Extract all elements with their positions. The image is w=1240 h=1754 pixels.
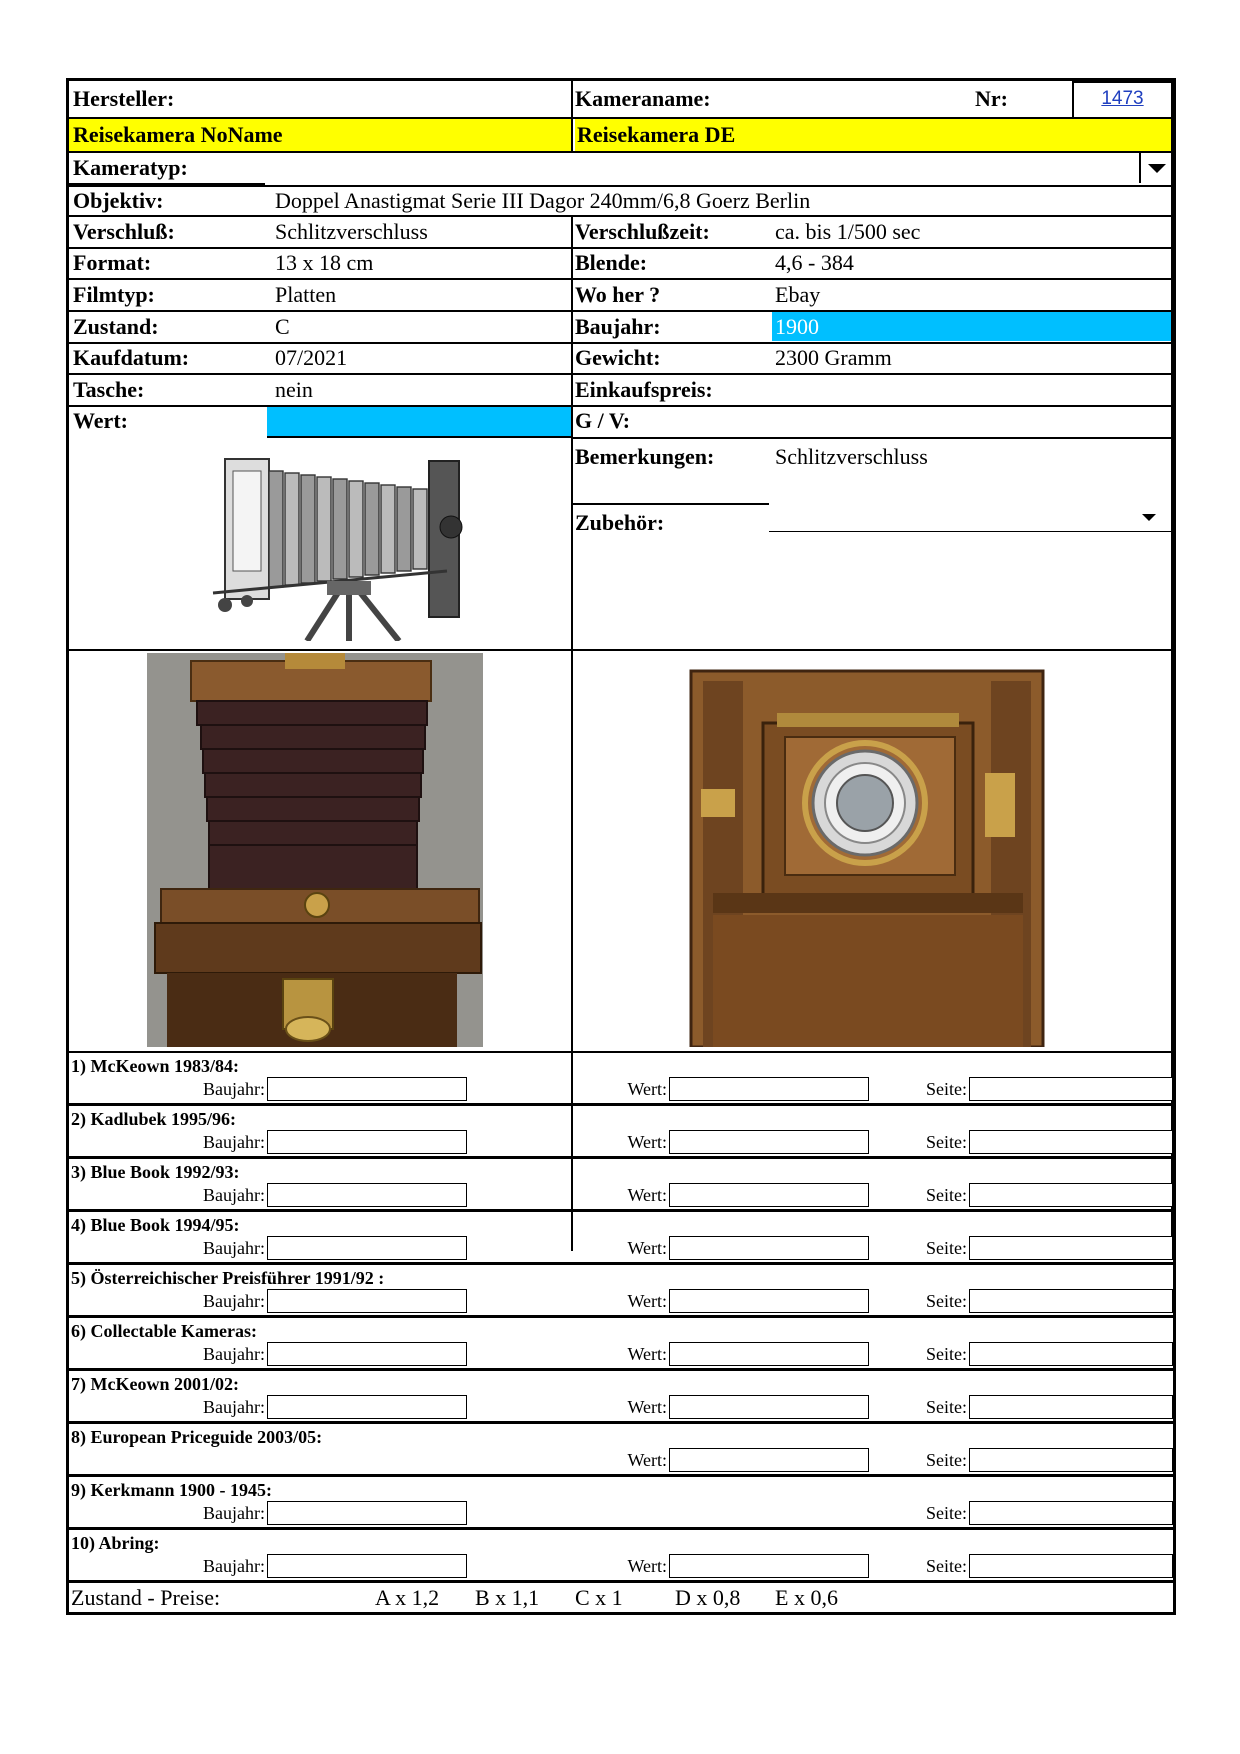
zustand-preise-a: A x 1,2 [375, 1585, 440, 1610]
gewicht-value: 2300 Gramm [775, 345, 892, 370]
kameraname-value: Reisekamera DE [577, 122, 736, 147]
reference-baujahr-input[interactable] [267, 1077, 467, 1101]
reference-seite-input[interactable] [969, 1183, 1173, 1207]
reference-wert-label: Wert: [627, 1450, 667, 1470]
reference-baujahr-label: Baujahr: [203, 1291, 265, 1311]
woher-value: Ebay [775, 282, 821, 307]
reference-seite-label: Seite: [926, 1556, 967, 1576]
reference-seite-label: Seite: [926, 1503, 967, 1523]
zustand-preise-d: D x 0,8 [675, 1585, 741, 1610]
zubehoer-label: Zubehör: [575, 510, 665, 535]
reference-baujahr-label: Baujahr: [203, 1344, 265, 1364]
reference-seite-label: Seite: [926, 1291, 967, 1311]
reference-wert-input[interactable] [669, 1130, 869, 1154]
reference-baujahr-label: Baujahr: [203, 1079, 265, 1099]
camera-photo-bellows [147, 653, 483, 1047]
woher-label: Wo her ? [575, 282, 661, 307]
reference-baujahr-input[interactable] [267, 1130, 467, 1154]
camera-photo-lens [673, 653, 1061, 1047]
reference-title: 8) European Priceguide 2003/05: [71, 1427, 323, 1447]
verschluss-value: Schlitzverschluss [275, 219, 428, 244]
reference-baujahr-input[interactable] [267, 1501, 467, 1525]
nr-link[interactable]: 1473 [1072, 81, 1173, 119]
reference-baujahr-label: Baujahr: [203, 1397, 265, 1417]
kameraname-label: Kameraname: [575, 86, 711, 111]
objektiv-label: Objektiv: [73, 188, 164, 213]
reference-wert-label: Wert: [627, 1344, 667, 1364]
reference-seite-label: Seite: [926, 1079, 967, 1099]
reference-baujahr-label: Baujahr: [203, 1238, 265, 1258]
reference-title: 10) Abring: [71, 1533, 160, 1553]
reference-wert-label: Wert: [627, 1079, 667, 1099]
filmtyp-label: Filmtyp: [73, 282, 155, 307]
reference-seite-label: Seite: [926, 1132, 967, 1152]
chevron-down-icon [1148, 164, 1166, 173]
zubehoer-dropdown[interactable] [1137, 507, 1161, 527]
reference-title: 3) Blue Book 1992/93: [71, 1162, 240, 1182]
wert-highlight [267, 407, 571, 437]
reference-title: 1) McKeown 1983/84: [71, 1056, 239, 1076]
camera-sketch-image [189, 441, 479, 641]
reference-wert-input[interactable] [669, 1289, 869, 1313]
reference-seite-input[interactable] [969, 1342, 1173, 1366]
reference-seite-label: Seite: [926, 1344, 967, 1364]
bemerkungen-value: Schlitzverschluss [775, 444, 928, 469]
reference-baujahr-label: Baujahr: [203, 1132, 265, 1152]
reference-seite-input[interactable] [969, 1236, 1173, 1260]
zustand-value: C [275, 314, 290, 339]
reference-baujahr-input[interactable] [267, 1289, 467, 1313]
reference-seite-input[interactable] [969, 1289, 1173, 1313]
baujahr-value: 1900 [775, 314, 819, 339]
reference-seite-input[interactable] [969, 1395, 1173, 1419]
zustand-preise-e: E x 0,6 [775, 1585, 838, 1610]
reference-wert-input[interactable] [669, 1236, 869, 1260]
reference-title: 2) Kadlubek 1995/96: [71, 1109, 237, 1129]
reference-wert-label: Wert: [627, 1132, 667, 1152]
reference-baujahr-label: Baujahr: [203, 1503, 265, 1523]
reference-wert-input[interactable] [669, 1342, 869, 1366]
kaufdatum-value: 07/2021 [275, 345, 348, 370]
reference-wert-label: Wert: [627, 1185, 667, 1205]
reference-title: 5) Österreichischer Preisführer 1991/92 : [71, 1268, 385, 1288]
zustand-preise-label: Zustand - Preise: [71, 1585, 221, 1610]
reference-wert-input[interactable] [669, 1554, 869, 1578]
nr-label: Nr: [975, 86, 1008, 111]
kaufdatum-label: Kaufdatum: [73, 345, 190, 370]
hersteller-label: Hersteller: [73, 86, 175, 111]
kameratyp-label: Kameratyp: [73, 155, 188, 180]
reference-wert-input[interactable] [669, 1448, 869, 1472]
reference-seite-input[interactable] [969, 1554, 1173, 1578]
blende-label: Blende: [575, 250, 648, 275]
zustand-label: Zustand: [73, 314, 159, 339]
reference-title: 4) Blue Book 1994/95: [71, 1215, 240, 1235]
reference-baujahr-input[interactable] [267, 1342, 467, 1366]
camera-record-sheet [66, 78, 1176, 1615]
reference-wert-label: Wert: [627, 1556, 667, 1576]
zubehoer-field[interactable] [769, 531, 1173, 532]
reference-seite-input[interactable] [969, 1130, 1173, 1154]
reference-wert-input[interactable] [669, 1183, 869, 1207]
verschlusszeit-value: ca. bis 1/500 sec [775, 219, 921, 244]
reference-seite-input[interactable] [969, 1077, 1173, 1101]
reference-seite-label: Seite: [926, 1450, 967, 1470]
reference-baujahr-input[interactable] [267, 1183, 467, 1207]
wert-label: Wert: [73, 408, 128, 433]
reference-baujahr-input[interactable] [267, 1236, 467, 1260]
chevron-down-icon [1142, 514, 1156, 521]
bemerkungen-label: Bemerkungen: [575, 444, 715, 469]
reference-title: 9) Kerkmann 1900 - 1945: [71, 1480, 272, 1500]
format-value: 13 x 18 cm [275, 250, 374, 275]
gv-label: G / V: [575, 408, 631, 433]
zustand-preise-c: C x 1 [575, 1585, 623, 1610]
filmtyp-value: Platten [275, 282, 337, 307]
verschlusszeit-label: Verschlußzeit: [575, 219, 710, 244]
kameratyp-dropdown[interactable] [1139, 153, 1173, 183]
tasche-label: Tasche: [73, 377, 145, 402]
reference-wert-label: Wert: [627, 1238, 667, 1258]
reference-title: 6) Collectable Kameras: [71, 1321, 257, 1341]
reference-seite-label: Seite: [926, 1238, 967, 1258]
hersteller-value: Reisekamera NoName [73, 122, 283, 147]
baujahr-label: Baujahr: [575, 314, 661, 339]
reference-seite-label: Seite: [926, 1397, 967, 1417]
reference-baujahr-label: Baujahr: [203, 1556, 265, 1576]
reference-wert-input[interactable] [669, 1077, 869, 1101]
reference-seite-input[interactable] [969, 1501, 1173, 1525]
tasche-value: nein [275, 377, 313, 402]
reference-baujahr-input[interactable] [267, 1395, 467, 1419]
baujahr-highlight [772, 312, 1173, 341]
blende-value: 4,6 - 384 [775, 250, 854, 275]
reference-title: 7) McKeown 2001/02: [71, 1374, 239, 1394]
zustand-preise-b: B x 1,1 [475, 1585, 540, 1610]
reference-seite-label: Seite: [926, 1185, 967, 1205]
objektiv-value: Doppel Anastigmat Serie III Dagor 240mm/6,8 Goerz Berlin [275, 188, 811, 213]
verschluss-label: Verschluß: [73, 219, 175, 244]
reference-wert-label: Wert: [627, 1397, 667, 1417]
gewicht-label: Gewicht: [575, 345, 661, 370]
format-label: Format: [73, 250, 152, 275]
reference-wert-input[interactable] [669, 1395, 869, 1419]
reference-baujahr-input[interactable] [267, 1554, 467, 1578]
reference-baujahr-label: Baujahr: [203, 1185, 265, 1205]
einkaufspreis-label: Einkaufspreis: [575, 377, 713, 402]
reference-seite-input[interactable] [969, 1448, 1173, 1472]
reference-wert-label: Wert: [627, 1291, 667, 1311]
